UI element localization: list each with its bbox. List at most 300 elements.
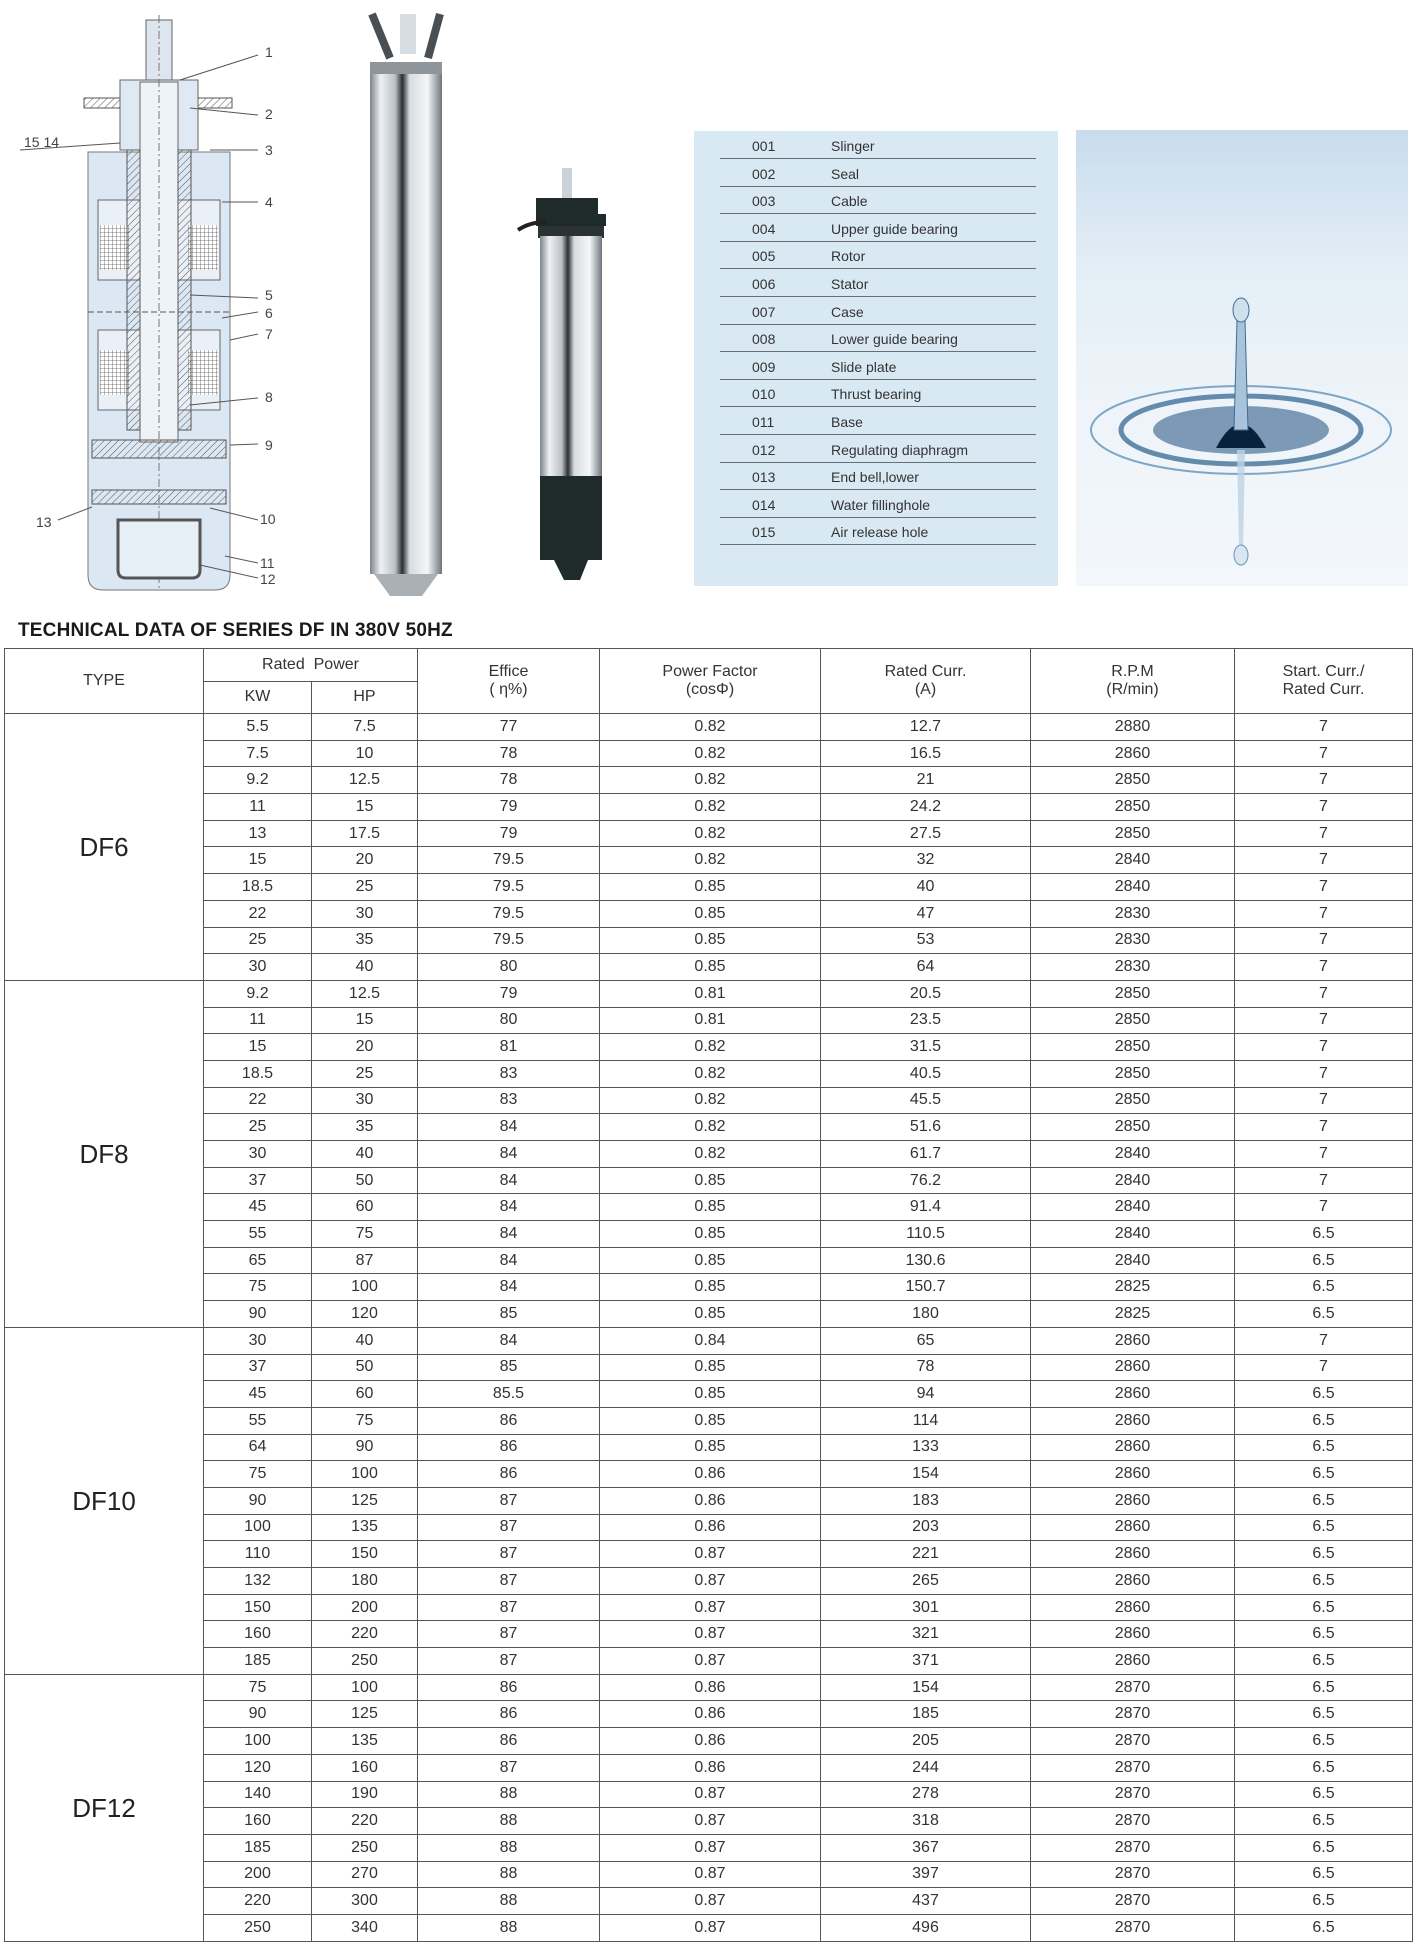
header-rpm-label: R.P.M xyxy=(1111,663,1154,680)
cell-hp: 100 xyxy=(312,1461,418,1488)
cell-rpm: 2860 xyxy=(1031,740,1235,767)
cell-efficiency: 87 xyxy=(418,1541,600,1568)
part-name: Regulating diaphragm xyxy=(831,441,968,458)
part-name: Lower guide bearing xyxy=(831,331,958,348)
part-code: 005 xyxy=(752,248,776,265)
cell-rated-current: 31.5 xyxy=(821,1034,1031,1061)
table-row xyxy=(5,820,1413,847)
cell-start-ratio: 6.5 xyxy=(1235,1568,1413,1595)
cell-start-ratio: 7 xyxy=(1235,847,1413,874)
part-code: 014 xyxy=(752,496,776,513)
cell-rpm: 2870 xyxy=(1031,1808,1235,1835)
cell-power-factor: 0.86 xyxy=(600,1754,821,1781)
cell-rated-current: 265 xyxy=(821,1568,1031,1595)
cell-hp: 75 xyxy=(312,1407,418,1434)
cell-hp: 60 xyxy=(312,1194,418,1221)
cell-kw: 9.2 xyxy=(204,767,312,794)
cell-hp: 150 xyxy=(312,1541,418,1568)
table-row xyxy=(5,1301,1413,1328)
cell-hp: 100 xyxy=(312,1274,418,1301)
parts-list-item xyxy=(720,186,1036,214)
table-row xyxy=(5,1007,1413,1034)
cell-start-ratio: 6.5 xyxy=(1235,1888,1413,1915)
table-row xyxy=(5,1808,1413,1835)
cell-power-factor: 0.86 xyxy=(600,1487,821,1514)
part-code: 010 xyxy=(752,386,776,403)
cell-kw: 37 xyxy=(204,1354,312,1381)
parts-list-item xyxy=(720,379,1036,407)
cell-kw: 11 xyxy=(204,1007,312,1034)
cell-efficiency: 87 xyxy=(418,1487,600,1514)
cell-rpm: 2870 xyxy=(1031,1674,1235,1701)
cell-rated-current: 154 xyxy=(821,1461,1031,1488)
table-row xyxy=(5,1087,1413,1114)
small-motor-image xyxy=(518,168,606,580)
cell-rated-current: 94 xyxy=(821,1381,1031,1408)
cell-start-ratio: 6.5 xyxy=(1235,1541,1413,1568)
table-row xyxy=(5,1914,1413,1941)
cell-power-factor: 0.87 xyxy=(600,1914,821,1941)
cell-rated-current: 203 xyxy=(821,1514,1031,1541)
cell-rated-current: 76.2 xyxy=(821,1167,1031,1194)
cell-start-ratio: 7 xyxy=(1235,980,1413,1007)
cell-rated-current: 397 xyxy=(821,1861,1031,1888)
cell-power-factor: 0.85 xyxy=(600,1167,821,1194)
cell-power-factor: 0.82 xyxy=(600,714,821,741)
table-row xyxy=(5,874,1413,901)
cell-hp: 75 xyxy=(312,1221,418,1248)
cell-hp: 30 xyxy=(312,900,418,927)
parts-list-item xyxy=(720,352,1036,380)
cell-efficiency: 85.5 xyxy=(418,1381,600,1408)
header-power-factor xyxy=(600,649,821,714)
cell-start-ratio: 7 xyxy=(1235,1114,1413,1141)
table-row xyxy=(5,1034,1413,1061)
cell-kw: 220 xyxy=(204,1888,312,1915)
cell-rated-current: 91.4 xyxy=(821,1194,1031,1221)
part-name: Seal xyxy=(831,165,860,182)
cell-kw: 22 xyxy=(204,900,312,927)
cell-power-factor: 0.86 xyxy=(600,1461,821,1488)
cell-rpm: 2850 xyxy=(1031,1087,1235,1114)
cell-power-factor: 0.87 xyxy=(600,1594,821,1621)
cell-power-factor: 0.87 xyxy=(600,1648,821,1675)
cell-rpm: 2840 xyxy=(1031,847,1235,874)
water-drop-image xyxy=(1076,130,1408,586)
cell-kw: 30 xyxy=(204,954,312,981)
cell-rated-current: 27.5 xyxy=(821,820,1031,847)
cell-rpm: 2825 xyxy=(1031,1274,1235,1301)
cell-kw: 64 xyxy=(204,1434,312,1461)
cell-hp: 90 xyxy=(312,1434,418,1461)
cell-power-factor: 0.85 xyxy=(600,1434,821,1461)
cell-rated-current: 185 xyxy=(821,1701,1031,1728)
cell-rpm: 2850 xyxy=(1031,820,1235,847)
cell-rated-current: 32 xyxy=(821,847,1031,874)
cell-rated-current: 16.5 xyxy=(821,740,1031,767)
cell-rated-current: 40.5 xyxy=(821,1060,1031,1087)
cell-start-ratio: 6.5 xyxy=(1235,1914,1413,1941)
header-pf-unit: (cosΦ) xyxy=(685,681,735,698)
cell-efficiency: 81 xyxy=(418,1034,600,1061)
cell-rated-current: 20.5 xyxy=(821,980,1031,1007)
cell-rpm: 2880 xyxy=(1031,714,1235,741)
cell-efficiency: 86 xyxy=(418,1728,600,1755)
parts-list-item xyxy=(720,131,1036,159)
cell-efficiency: 85 xyxy=(418,1301,600,1328)
cell-start-ratio: 6.5 xyxy=(1235,1861,1413,1888)
cell-efficiency: 87 xyxy=(418,1594,600,1621)
cell-rated-current: 205 xyxy=(821,1728,1031,1755)
parts-list-item xyxy=(720,407,1036,435)
table-row xyxy=(5,1621,1413,1648)
header-pf-label: Power Factor xyxy=(662,663,758,680)
cell-hp: 25 xyxy=(312,1060,418,1087)
cell-rpm: 2860 xyxy=(1031,1461,1235,1488)
cell-efficiency: 84 xyxy=(418,1221,600,1248)
cell-hp: 12.5 xyxy=(312,767,418,794)
callout-3: 3 xyxy=(265,142,273,158)
cell-kw: 90 xyxy=(204,1301,312,1328)
part-code: 004 xyxy=(752,220,776,237)
part-name: Slide plate xyxy=(831,358,897,375)
cell-efficiency: 88 xyxy=(418,1781,600,1808)
cell-start-ratio: 7 xyxy=(1235,874,1413,901)
table-row xyxy=(5,714,1413,741)
cell-power-factor: 0.87 xyxy=(600,1781,821,1808)
cell-rated-current: 61.7 xyxy=(821,1141,1031,1168)
cell-start-ratio: 6.5 xyxy=(1235,1648,1413,1675)
cell-rated-current: 133 xyxy=(821,1434,1031,1461)
callout-9: 9 xyxy=(265,437,273,453)
cell-kw: 30 xyxy=(204,1327,312,1354)
cell-power-factor: 0.87 xyxy=(600,1808,821,1835)
cell-rated-current: 371 xyxy=(821,1648,1031,1675)
cell-rated-current: 183 xyxy=(821,1487,1031,1514)
cell-efficiency: 83 xyxy=(418,1087,600,1114)
cell-start-ratio: 7 xyxy=(1235,900,1413,927)
table-row xyxy=(5,740,1413,767)
cell-power-factor: 0.87 xyxy=(600,1541,821,1568)
cell-start-ratio: 6.5 xyxy=(1235,1594,1413,1621)
cell-power-factor: 0.82 xyxy=(600,740,821,767)
cell-power-factor: 0.86 xyxy=(600,1728,821,1755)
cell-rpm: 2870 xyxy=(1031,1861,1235,1888)
table-row xyxy=(5,1114,1413,1141)
cell-rated-current: 367 xyxy=(821,1834,1031,1861)
cell-power-factor: 0.86 xyxy=(600,1514,821,1541)
cell-power-factor: 0.86 xyxy=(600,1701,821,1728)
cell-rated-current: 244 xyxy=(821,1754,1031,1781)
part-name: Base xyxy=(831,414,863,430)
cell-hp: 35 xyxy=(312,927,418,954)
cell-kw: 45 xyxy=(204,1194,312,1221)
cell-start-ratio: 6.5 xyxy=(1235,1221,1413,1248)
header-effice-label: Effice xyxy=(488,663,529,680)
cell-start-ratio: 6.5 xyxy=(1235,1407,1413,1434)
cell-start-ratio: 6.5 xyxy=(1235,1834,1413,1861)
cell-efficiency: 86 xyxy=(418,1407,600,1434)
cell-efficiency: 77 xyxy=(418,714,600,741)
cell-start-ratio: 6.5 xyxy=(1235,1247,1413,1274)
cell-power-factor: 0.82 xyxy=(600,847,821,874)
table-row xyxy=(5,1648,1413,1675)
cell-start-ratio: 7 xyxy=(1235,1007,1413,1034)
cell-power-factor: 0.85 xyxy=(600,1274,821,1301)
cell-kw: 30 xyxy=(204,1141,312,1168)
table-row xyxy=(5,1221,1413,1248)
parts-list-item xyxy=(720,269,1036,297)
cell-power-factor: 0.81 xyxy=(600,980,821,1007)
cell-efficiency: 78 xyxy=(418,740,600,767)
cell-hp: 200 xyxy=(312,1594,418,1621)
cell-kw: 18.5 xyxy=(204,1060,312,1087)
callout-15-14: 15 14 xyxy=(24,134,60,150)
cell-efficiency: 87 xyxy=(418,1648,600,1675)
table-row xyxy=(5,1728,1413,1755)
cell-efficiency: 86 xyxy=(418,1701,600,1728)
type-cell: DF6 xyxy=(5,714,204,981)
cell-efficiency: 80 xyxy=(418,1007,600,1034)
cell-power-factor: 0.85 xyxy=(600,1381,821,1408)
cell-efficiency: 88 xyxy=(418,1888,600,1915)
motor-cutaway-diagram xyxy=(0,0,300,600)
part-code: 015 xyxy=(752,524,776,541)
cell-rpm: 2830 xyxy=(1031,927,1235,954)
part-name: Air release hole xyxy=(831,524,929,541)
cell-hp: 300 xyxy=(312,1888,418,1915)
cell-efficiency: 84 xyxy=(418,1167,600,1194)
cell-power-factor: 0.82 xyxy=(600,1060,821,1087)
cell-hp: 20 xyxy=(312,847,418,874)
cell-rpm: 2840 xyxy=(1031,874,1235,901)
cell-rated-current: 130.6 xyxy=(821,1247,1031,1274)
cell-hp: 40 xyxy=(312,1141,418,1168)
cell-rpm: 2870 xyxy=(1031,1914,1235,1941)
header-hp: HP xyxy=(312,681,418,714)
part-name: Slinger xyxy=(831,138,875,154)
cell-rpm: 2860 xyxy=(1031,1381,1235,1408)
cell-kw: 90 xyxy=(204,1701,312,1728)
cell-efficiency: 86 xyxy=(418,1674,600,1701)
cell-hp: 270 xyxy=(312,1861,418,1888)
part-name: Upper guide bearing xyxy=(831,220,958,237)
table-row xyxy=(5,1487,1413,1514)
cell-efficiency: 86 xyxy=(418,1461,600,1488)
cell-start-ratio: 6.5 xyxy=(1235,1808,1413,1835)
cell-hp: 100 xyxy=(312,1674,418,1701)
cell-rated-current: 24.2 xyxy=(821,794,1031,821)
cell-rated-current: 53 xyxy=(821,927,1031,954)
cell-efficiency: 87 xyxy=(418,1514,600,1541)
cell-efficiency: 84 xyxy=(418,1141,600,1168)
cell-power-factor: 0.85 xyxy=(600,954,821,981)
cell-kw: 160 xyxy=(204,1621,312,1648)
cell-hp: 15 xyxy=(312,794,418,821)
cell-efficiency: 84 xyxy=(418,1327,600,1354)
parts-list-item xyxy=(720,435,1036,463)
callout-13: 13 xyxy=(36,514,52,530)
cell-rpm: 2860 xyxy=(1031,1541,1235,1568)
type-cell: DF8 xyxy=(5,980,204,1327)
cell-hp: 220 xyxy=(312,1808,418,1835)
part-code: 013 xyxy=(752,469,776,486)
cell-hp: 50 xyxy=(312,1167,418,1194)
parts-list-item xyxy=(720,324,1036,352)
cell-rpm: 2870 xyxy=(1031,1834,1235,1861)
table-row xyxy=(5,794,1413,821)
header-start-unit: Rated Curr. xyxy=(1282,681,1365,698)
cell-efficiency: 79.5 xyxy=(418,927,600,954)
cell-efficiency: 78 xyxy=(418,767,600,794)
cell-power-factor: 0.82 xyxy=(600,1141,821,1168)
cell-kw: 185 xyxy=(204,1648,312,1675)
cell-rated-current: 318 xyxy=(821,1808,1031,1835)
cell-kw: 100 xyxy=(204,1514,312,1541)
table-body xyxy=(5,714,1413,1942)
cell-rpm: 2840 xyxy=(1031,1194,1235,1221)
table-row xyxy=(5,1461,1413,1488)
cell-hp: 135 xyxy=(312,1514,418,1541)
part-code: 009 xyxy=(752,358,776,375)
parts-list-item xyxy=(720,297,1036,325)
cell-hp: 87 xyxy=(312,1247,418,1274)
cell-rpm: 2850 xyxy=(1031,1060,1235,1087)
cell-hp: 40 xyxy=(312,1327,418,1354)
cell-rated-current: 321 xyxy=(821,1621,1031,1648)
cell-start-ratio: 7 xyxy=(1235,1087,1413,1114)
cell-kw: 9.2 xyxy=(204,980,312,1007)
cell-rpm: 2850 xyxy=(1031,1034,1235,1061)
table-row xyxy=(5,1594,1413,1621)
cell-kw: 5.5 xyxy=(204,714,312,741)
part-name: End bell,lower xyxy=(831,469,919,486)
cell-hp: 190 xyxy=(312,1781,418,1808)
table-row xyxy=(5,1060,1413,1087)
part-code: 008 xyxy=(752,331,776,348)
cell-power-factor: 0.82 xyxy=(600,1087,821,1114)
technical-data-table xyxy=(4,648,1413,1942)
type-cell: DF10 xyxy=(5,1327,204,1674)
parts-list-item xyxy=(720,462,1036,490)
cell-efficiency: 79 xyxy=(418,980,600,1007)
cell-rated-current: 301 xyxy=(821,1594,1031,1621)
cell-hp: 7.5 xyxy=(312,714,418,741)
cell-start-ratio: 6.5 xyxy=(1235,1301,1413,1328)
table-row xyxy=(5,1701,1413,1728)
cell-rpm: 2870 xyxy=(1031,1701,1235,1728)
cell-start-ratio: 6.5 xyxy=(1235,1461,1413,1488)
cell-kw: 250 xyxy=(204,1914,312,1941)
part-code: 011 xyxy=(752,414,775,430)
header-rated-current xyxy=(821,649,1031,714)
cell-kw: 15 xyxy=(204,1034,312,1061)
cell-start-ratio: 7 xyxy=(1235,1034,1413,1061)
cell-start-ratio: 6.5 xyxy=(1235,1487,1413,1514)
header-start-label: Start. Curr./ xyxy=(1282,663,1365,680)
parts-list-item xyxy=(720,517,1036,545)
cell-start-ratio: 6.5 xyxy=(1235,1674,1413,1701)
cell-kw: 22 xyxy=(204,1087,312,1114)
header-effice-unit: ( η%) xyxy=(489,681,528,698)
cell-kw: 110 xyxy=(204,1541,312,1568)
table-row xyxy=(5,1354,1413,1381)
part-name: Case xyxy=(831,303,864,320)
table-row xyxy=(5,1327,1413,1354)
cell-rated-current: 221 xyxy=(821,1541,1031,1568)
cell-start-ratio: 6.5 xyxy=(1235,1274,1413,1301)
header-curr-label: Rated Curr. xyxy=(884,663,967,680)
cell-rpm: 2850 xyxy=(1031,767,1235,794)
cell-power-factor: 0.82 xyxy=(600,820,821,847)
cell-kw: 7.5 xyxy=(204,740,312,767)
cell-efficiency: 87 xyxy=(418,1754,600,1781)
table-row xyxy=(5,1434,1413,1461)
callout-6: 6 xyxy=(265,305,273,321)
table-row xyxy=(5,1568,1413,1595)
cell-kw: 160 xyxy=(204,1808,312,1835)
table-row xyxy=(5,1381,1413,1408)
table-row xyxy=(5,1541,1413,1568)
cutaway-drawing xyxy=(0,0,300,600)
header-curr-unit: (A) xyxy=(914,681,937,698)
parts-list-item xyxy=(720,241,1036,269)
cell-power-factor: 0.85 xyxy=(600,1247,821,1274)
cell-rpm: 2860 xyxy=(1031,1327,1235,1354)
cell-rpm: 2860 xyxy=(1031,1621,1235,1648)
cell-efficiency: 83 xyxy=(418,1060,600,1087)
cell-rated-current: 21 xyxy=(821,767,1031,794)
cell-efficiency: 79.5 xyxy=(418,874,600,901)
cell-hp: 40 xyxy=(312,954,418,981)
callout-12: 12 xyxy=(260,571,276,587)
cell-kw: 100 xyxy=(204,1728,312,1755)
cell-power-factor: 0.87 xyxy=(600,1888,821,1915)
cell-start-ratio: 7 xyxy=(1235,1194,1413,1221)
part-name: Cable xyxy=(831,193,868,210)
cell-hp: 10 xyxy=(312,740,418,767)
cell-start-ratio: 6.5 xyxy=(1235,1728,1413,1755)
cell-kw: 140 xyxy=(204,1781,312,1808)
cell-kw: 55 xyxy=(204,1407,312,1434)
cell-hp: 340 xyxy=(312,1914,418,1941)
cell-kw: 132 xyxy=(204,1568,312,1595)
cell-rpm: 2840 xyxy=(1031,1141,1235,1168)
cell-start-ratio: 6.5 xyxy=(1235,1381,1413,1408)
cell-power-factor: 0.85 xyxy=(600,1221,821,1248)
table-row xyxy=(5,1861,1413,1888)
cell-start-ratio: 7 xyxy=(1235,1327,1413,1354)
cell-power-factor: 0.81 xyxy=(600,1007,821,1034)
cell-rpm: 2850 xyxy=(1031,794,1235,821)
cell-efficiency: 80 xyxy=(418,954,600,981)
cell-kw: 120 xyxy=(204,1754,312,1781)
cell-rated-current: 114 xyxy=(821,1407,1031,1434)
cell-rated-current: 47 xyxy=(821,900,1031,927)
cell-power-factor: 0.85 xyxy=(600,1194,821,1221)
table-row xyxy=(5,767,1413,794)
callout-10: 10 xyxy=(260,511,276,527)
header-effice xyxy=(418,649,600,714)
cell-start-ratio: 6.5 xyxy=(1235,1514,1413,1541)
table-title: TECHNICAL DATA OF SERIES DF IN 380V 50HZ xyxy=(18,620,453,641)
cell-power-factor: 0.85 xyxy=(600,874,821,901)
cell-rated-current: 437 xyxy=(821,1888,1031,1915)
cell-kw: 75 xyxy=(204,1461,312,1488)
motor-photos xyxy=(350,0,630,610)
header-kw: KW xyxy=(204,681,312,714)
table-row xyxy=(5,1194,1413,1221)
